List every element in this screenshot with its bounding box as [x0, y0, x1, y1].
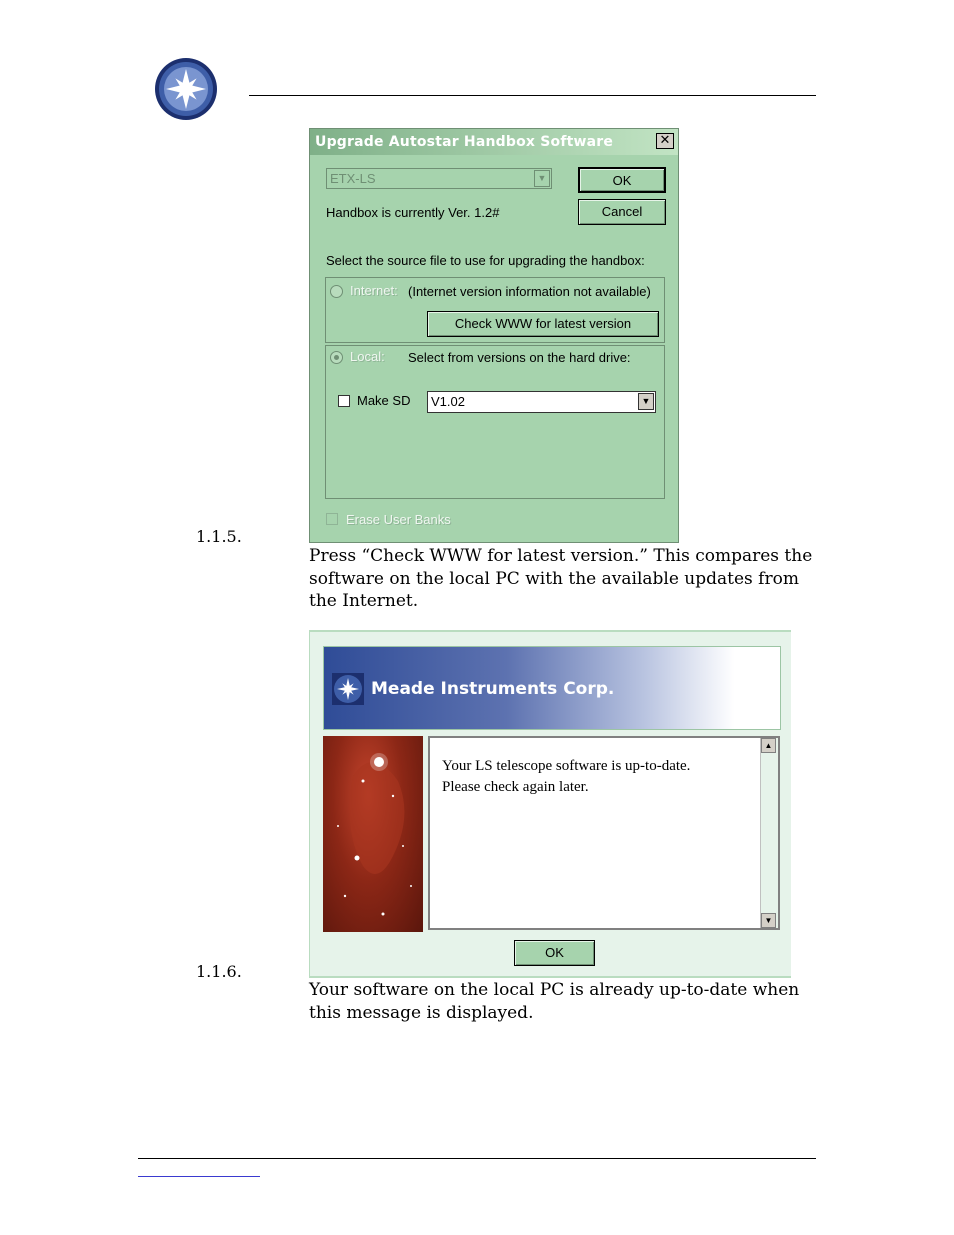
message-line-1: Your LS telescope software is up-to-date.	[442, 758, 691, 774]
nebula-stars	[323, 736, 423, 932]
chevron-down-icon[interactable]: ▼	[534, 170, 550, 187]
scrollbar[interactable]	[760, 738, 778, 928]
company-banner	[323, 646, 781, 730]
version-select-value: V1.02	[431, 394, 465, 409]
message-box	[428, 736, 780, 930]
dialog-titlebar	[310, 129, 678, 155]
header-rule	[249, 95, 816, 96]
chevron-down-icon[interactable]: ▼	[638, 393, 654, 410]
cancel-button[interactable]: Cancel	[578, 199, 666, 225]
meade-star-logo-icon	[154, 57, 218, 121]
internet-radio[interactable]	[330, 285, 343, 298]
section-paragraph: Your software on the local PC is already up-to-date when this message is displayed.	[309, 980, 800, 1023]
version-select[interactable]	[427, 391, 656, 413]
model-select[interactable]	[326, 168, 552, 189]
upgrade-dialog	[309, 128, 679, 543]
footer-link-underline[interactable]	[138, 1176, 260, 1177]
scroll-up-icon[interactable]: ▲	[761, 738, 776, 753]
update-status-dialog	[309, 630, 791, 978]
ok-button[interactable]: OK	[578, 167, 666, 193]
erase-user-banks-checkbox[interactable]	[326, 513, 338, 525]
meade-star-logo-icon	[332, 673, 364, 705]
nebula-image	[323, 736, 423, 932]
section-paragraph: Press “Check WWW for latest version.” This compares the software on the local PC with the available updates from the Internet.	[309, 546, 813, 611]
check-www-button[interactable]: Check WWW for latest version	[427, 311, 659, 337]
make-sd-label: Make SD	[357, 393, 411, 408]
local-radio[interactable]	[330, 351, 343, 364]
ok-button[interactable]: OK	[514, 940, 595, 966]
dialog-title: Upgrade Autostar Handbox Software	[315, 134, 614, 150]
section-number: 1.1.5.	[196, 527, 242, 546]
handbox-version-text: Handbox is currently Ver. 1.2#	[326, 205, 500, 220]
scroll-down-icon[interactable]: ▼	[761, 913, 776, 928]
local-info-text: Select from versions on the hard drive:	[408, 350, 631, 365]
erase-user-banks-label: Erase User Banks	[346, 512, 451, 527]
internet-info-text: (Internet version information not available)	[408, 284, 651, 299]
internet-radio-label: Internet:	[350, 283, 398, 298]
section-number: 1.1.6.	[196, 962, 242, 981]
company-name: Meade Instruments Corp.	[371, 679, 615, 699]
message-line-2: Please check again later.	[442, 779, 589, 795]
local-group	[325, 345, 665, 499]
footer-rule	[138, 1158, 816, 1159]
local-radio-label: Local:	[350, 349, 385, 364]
make-sd-checkbox[interactable]	[338, 395, 350, 407]
radio-selected-dot	[334, 355, 339, 360]
close-icon[interactable]: ✕	[656, 133, 674, 149]
select-source-label: Select the source file to use for upgrading the handbox:	[326, 253, 645, 268]
model-select-value: ETX-LS	[330, 171, 376, 186]
